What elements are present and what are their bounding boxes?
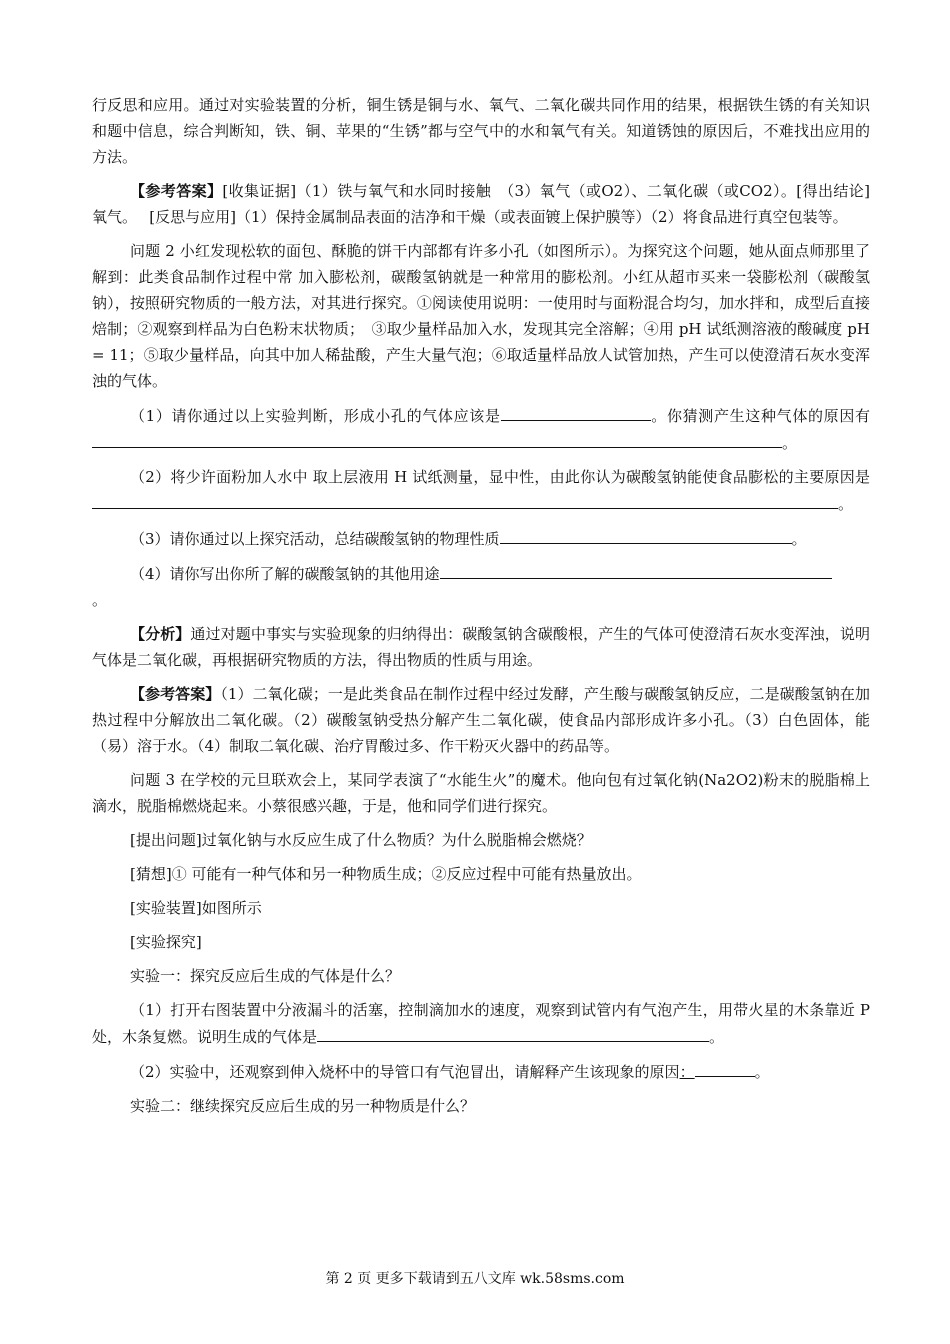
period: 。 — [782, 434, 798, 452]
answer-label: 【参考答案】 — [130, 685, 221, 703]
answer-blank[interactable] — [317, 1023, 709, 1042]
paragraph-reflection: 行反思和应用。通过对实验装置的分析，铜生锈是铜与水、氧气、二氧化碳共同作用的结果，根据铁生锈的有关知识和题中信息，综合判断知，铁、铜、苹果的“生锈”都与空气中的水和氧气有关。知道锈蚀的原因后，不难找出应用的方法。 — [92, 96, 870, 166]
question-text: （1）打开右图装置中分液漏斗的活塞，控制滴加水的速度，观察到试管内有气泡产生，用带火星的木条靠近 P 处，木条复燃。说明生成的气体是 — [92, 1001, 870, 1046]
period: 。 — [92, 591, 108, 609]
paragraph-answer-2 — [92, 681, 870, 759]
answer-blank[interactable] — [92, 429, 782, 448]
question-text: （1）请你通过以上实验判断，形成小孔的气体应该是 — [130, 407, 501, 425]
period: 。 — [791, 530, 807, 548]
answer-label: 【参考答案】 — [130, 182, 223, 200]
paragraph-experiment-heading: [实验探究] — [130, 933, 202, 951]
question-text: （3）请你通过以上探究活动，总结碳酸氢钠的物理性质 — [130, 530, 500, 548]
paragraph-experiment-1: 实验一：探究反应后生成的气体是什么？ — [130, 967, 401, 985]
paragraph-question-2: 问题 2 小红发现松软的面包、酥脆的饼干内部都有许多小孔（如图所示）。为探究这个问题，她从面点师那里了解到：此类食品制作过程中常 加入膨松剂，碳酸氢钠就是一种常用的膨松剂。小红从超市买来一袋膨松剂（碳酸氢钠），按照研究物质的一般方法，对其进行探究。①阅读使用说明：一使用时与面粉混合均匀，加水拌和，成型后直接焙制；②观察到样品为白色粉末状物质； ③取少量样品加入水，发现其完全溶解；④用 pH 试纸测溶液的酸碱度 pH = 11；⑤取少量样品，向其中加人稀盐酸，产生大量气泡；⑥取适量样品放人试管加热，产生可以使澄清石灰水变浑浊的气体。 — [92, 242, 870, 390]
paragraph-raise-question: [提出问题]过氧化钠与水反应生成了什么物质？为什么脱脂棉会燃烧？ — [130, 831, 592, 849]
period: 。 — [754, 1063, 770, 1081]
question-2-part-2 — [92, 464, 870, 517]
analysis-text: 通过对题中事实与实验现象的归纳得出：碳酸氢钠含碳酸根，产生的气体可使澄清石灰水变浑浊，说明气体是二氧化碳，再根据研究物质的方法，得出物质的性质与用途。 — [92, 625, 870, 669]
paragraph-experiment-2: 实验二：继续探究反应后生成的另一种物质是什么？ — [130, 1097, 476, 1115]
answer-blank[interactable] — [695, 1058, 755, 1077]
question-text: （4）请你写出你所了解的碳酸氢钠的其他用途 — [130, 565, 440, 583]
paragraph-analysis — [92, 621, 870, 673]
answer-blank[interactable] — [92, 490, 782, 509]
colon: ： — [679, 1063, 695, 1081]
experiment-1-part-1 — [92, 997, 870, 1050]
question-text: 。你猜测产生这种气体的原因有 — [650, 407, 870, 425]
question-text: （2）实验中，还观察到伸入烧杯中的导管口有气泡冒出，请解释产生该现象的原因 — [130, 1063, 680, 1081]
answer-text: （1）二氧化碳；一是此类食品在制作过程中经过发酵，产生酸与碳酸氢钠反应，二是碳酸氢钠在加热过程中分解放出二氧化碳。（2）碳酸氢钠受热分解产生二氧化碳，使食品内部形成许多小孔。（3）白色固体，能（易）溶于水。（4）制取二氧化碳、治疗胃酸过多、作干粉灭火器中的药品等。 — [92, 685, 870, 755]
paragraph-apparatus: [实验装置]如图所示 — [130, 899, 262, 917]
analysis-label: 【分析】 — [130, 625, 191, 643]
question-2-part-1 — [92, 402, 870, 456]
paragraph-hypothesis: [猜想]① 可能有一种气体和另一种物质生成；②反应过程中可能有热量放出。 — [130, 865, 642, 883]
question-2-part-4 — [92, 560, 870, 613]
experiment-1-part-2 — [92, 1058, 870, 1085]
answer-text: [收集证据]（1）铁与氧气和水同时接触 （3）氧气（或O2）、二氧化碳（或CO2）。[得出结论] 氧气。 [反思与应用]（1）保持金属制品表面的洁净和干燥（或表面镀上保护膜等）（2）将食品进行真空包装等。 — [92, 182, 890, 226]
paragraph-answer-1 — [92, 178, 890, 230]
question-2-part-3 — [92, 525, 870, 552]
answer-blank[interactable] — [440, 560, 832, 579]
answer-blank[interactable] — [501, 402, 651, 421]
document-body — [92, 92, 890, 1127]
answer-blank[interactable] — [500, 525, 792, 544]
page-footer: 第 2 页 更多下载请到五八文库 wk.58sms.com — [325, 1271, 625, 1287]
answer-blank[interactable] — [782, 490, 838, 509]
paragraph-question-3: 问题 3 在学校的元旦联欢会上，某同学表演了“水能生火”的魔术。他向包有过氧化钠(Na2O2)粉末的脱脂棉上滴水，脱脂棉燃烧起来。小蔡很感兴趣，于是，他和同学们进行探究。 — [92, 771, 870, 815]
question-text: （2）将少许面粉加人水中 取上层液用 H 试纸测量，显中性，由此你认为碳酸氢钠能使食品膨松的主要原因是 — [130, 468, 870, 486]
period: 。 — [709, 1028, 725, 1046]
period: 。 — [838, 495, 854, 513]
